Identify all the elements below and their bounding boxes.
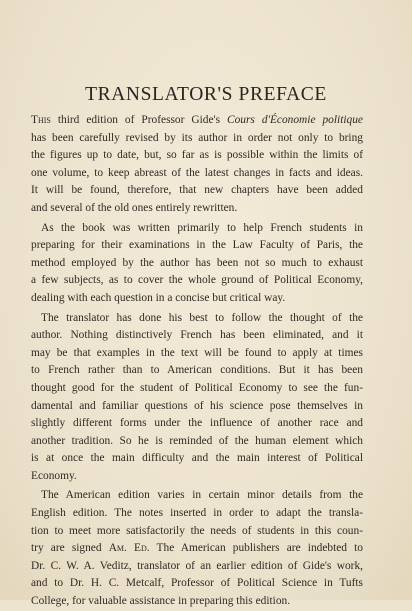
text-line: [31, 540, 363, 558]
text-line: the figures up to date, but, so far as is possible within the limits of: [31, 149, 363, 162]
text-line: may be that examples in the text will be found to apply at times: [31, 346, 363, 359]
text-line: It will be found, therefore, that new chapters have been added: [31, 184, 363, 197]
text-line: dealing with each question in a concise but critical way.: [31, 291, 286, 304]
preface-body: [31, 112, 363, 611]
text-line: has been carefully revised by its author in order not only to bring: [31, 131, 363, 144]
text-fragment: third edition of Professor Gide's: [50, 114, 227, 126]
text-line: College, for valuable assistance in preparing this edition.: [31, 595, 291, 608]
text-line: The translator has done his best to follow the thought of the: [41, 311, 363, 324]
opening-word: This: [31, 114, 51, 126]
text-line: and several of the old ones entirely rewritten.: [31, 201, 238, 214]
text-line: preparing for their examinations in the Law Faculty of Paris, the: [31, 239, 363, 252]
text-line: and to Dr. H. C. Metcalf, Professor of Political Science in Tufts: [31, 577, 363, 590]
text-line: slightly different forms under the influence of another race and: [31, 417, 363, 430]
text-line: Dr. C. W. A. Veditz, translator of an earlier edition of Gide's work,: [31, 559, 363, 572]
editor-signature: Am. Ed.: [108, 542, 150, 555]
text-line: As the book was written primarily to help French students in: [41, 221, 363, 234]
text-line: method employed by the author has been not so much to exhaust: [31, 256, 363, 269]
text-line: author. Nothing distinctively French has been eliminated, and it: [31, 329, 363, 342]
paragraph-2: [31, 220, 363, 308]
paragraph-1: [31, 112, 363, 218]
paragraph-4: [31, 487, 363, 610]
book-title: Cours d'Économie politique: [227, 114, 363, 126]
text-line: another tradition. So he is reminded of the human element which: [31, 434, 363, 447]
text-line: English edition. The notes inserted in order to adapt the transla-: [31, 507, 363, 520]
text-line: Economy.: [31, 469, 77, 482]
text-line: The American edition varies in certain minor details from the: [41, 489, 363, 502]
text-line: one volume, to keep abreast of the latest changes in facts and ideas.: [31, 166, 363, 179]
paragraph-3: [31, 310, 363, 486]
text-line: damental and familiar questions of his science pose themselves in: [31, 399, 363, 412]
text-line: [31, 112, 363, 130]
text-line: is at once the main difficulty and the main interest of Political: [31, 452, 363, 465]
text-line: to French rather than to American conditions. But it has been: [31, 364, 363, 377]
text-line: thought good for the student of Political Economy to see the fun-: [31, 381, 363, 394]
text-line: a few subjects, as to cover the whole ground of Political Economy,: [31, 274, 363, 287]
text-fragment: The American publishers are indebted to: [149, 542, 363, 555]
text-line: tion to meet more satisfactorily the needs of students in this coun-: [31, 524, 363, 537]
text-fragment: try are signed: [31, 542, 109, 555]
page-heading: TRANSLATOR'S PREFACE: [85, 84, 327, 105]
